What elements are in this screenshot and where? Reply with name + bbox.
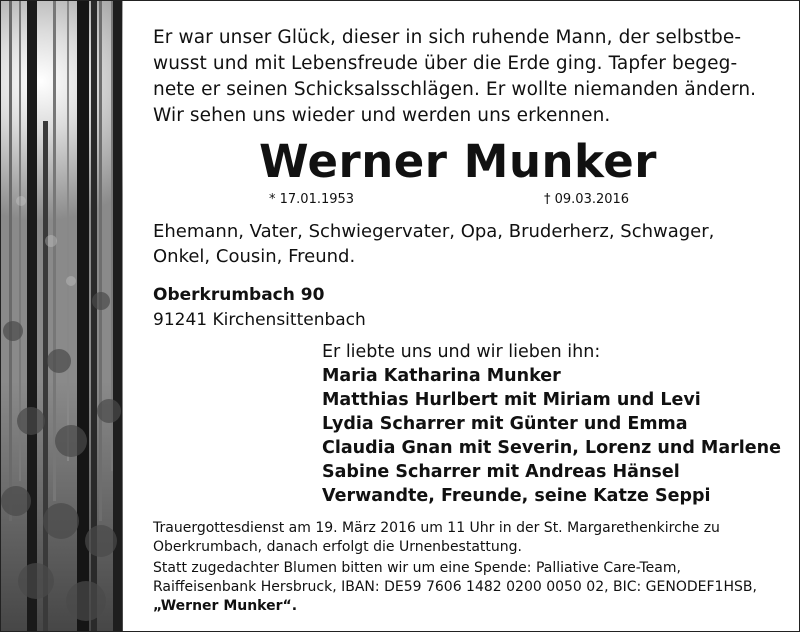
service-line: Oberkrumbach, danach erfolgt die Urnenbestattung. <box>153 539 522 555</box>
address-block <box>153 283 366 333</box>
donation-line: Raiffeisenbank Hersbruck, IBAN: DE59 7606 1482 0200 0050 02, BIC: GENODEF1HSB, <box>153 579 757 595</box>
family-member: Maria Katharina Munker <box>322 366 561 386</box>
deceased-name: Werner Munker <box>259 135 657 188</box>
donation-reference: „Werner Munker“. <box>153 598 298 614</box>
death-date: † 09.03.2016 <box>544 192 630 207</box>
family-member: Lydia Scharrer mit Günter und Emma <box>322 414 688 434</box>
intro-line: Wir sehen uns wieder und werden uns erkennen. <box>153 105 611 126</box>
intro-line: wusst und mit Lebensfreude über die Erde ging. Tapfer begeg- <box>153 53 738 74</box>
intro-line: Er war unser Glück, dieser in sich ruhende Mann, der selbstbe- <box>153 27 742 48</box>
roles-text <box>153 219 783 269</box>
roles-line: Onkel, Cousin, Freund. <box>153 246 356 267</box>
family-member: Claudia Gnan mit Severin, Lorenz und Marlene <box>322 438 781 458</box>
roles-line: Ehemann, Vater, Schwiegervater, Opa, Bruderherz, Schwager, <box>153 221 715 242</box>
intro-text <box>153 25 783 129</box>
family-member: Sabine Scharrer mit Andreas Hänsel <box>322 462 680 482</box>
address-street: Oberkrumbach 90 <box>153 285 325 305</box>
service-notice <box>153 519 783 557</box>
donation-line: Statt zugedachter Blumen bitten wir um eine Spende: Palliative Care-Team, <box>153 560 681 576</box>
service-line: Trauergottesdienst am 19. März 2016 um 11 Uhr in der St. Margarethenkirche zu <box>153 520 720 536</box>
family-member: Verwandte, Freunde, seine Katze Seppi <box>322 486 711 506</box>
address-city: 91241 Kirchensittenbach <box>153 310 366 330</box>
family-block <box>322 340 781 508</box>
forest-photo <box>1 1 123 632</box>
birth-date: * 17.01.1953 <box>269 192 355 207</box>
donation-notice <box>153 559 783 616</box>
family-member: Matthias Hurlbert mit Miriam und Levi <box>322 390 701 410</box>
family-lead: Er liebte uns und wir lieben ihn: <box>322 342 601 362</box>
intro-line: nete er seinen Schicksalsschlägen. Er wollte niemanden ändern. <box>153 79 757 100</box>
